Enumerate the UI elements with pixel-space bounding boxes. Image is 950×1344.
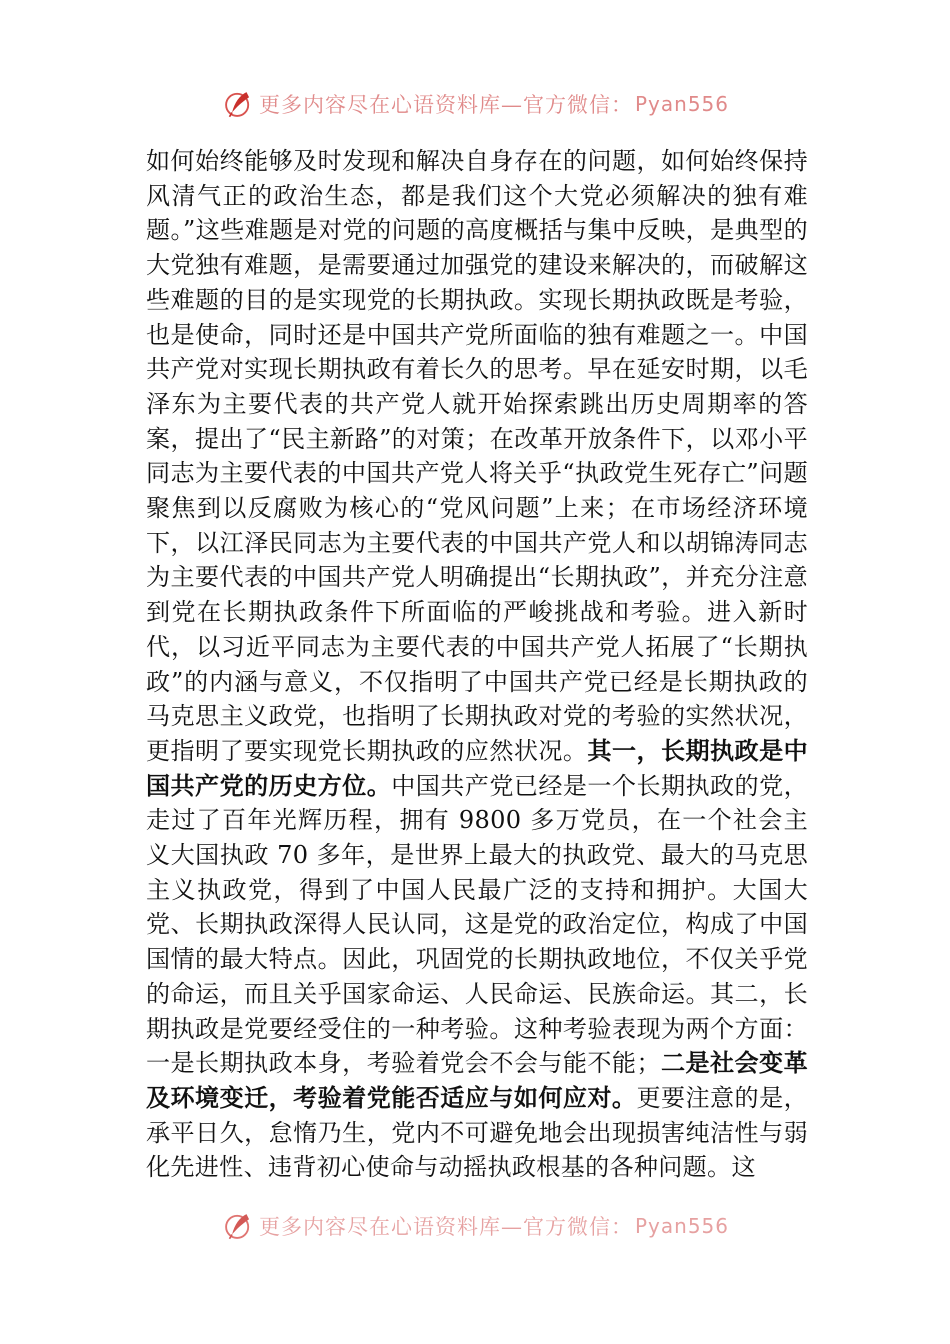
header-watermark — [0, 86, 950, 122]
body-segment-1: 如何始终能够及时发现和解决自身存在的问题，如何始终保持风清气正的政治生态，都是我们这个大党必须解决的独有难题。”这些难题是对党的问题的高度概括与集中反映，是典型的大党独有难题，是需要通过加强党的建设来解决的，而破解这些难题的目的是实现党的长期执政。实现长期执政既是考验，也是使命，同时还是中国共产党所面临的独有难题之一。中国共产党对实现长期执政有着长久的思考。早在延安时期，以毛泽东为主要代表的共产党人就开始探索跳出历史周期率的答案，提出了“民主新路”的对策；在改革开放条件下，以邓小平同志为主要代表的中国共产党人将关乎“执政党生死存亡”问题聚焦到以反腐败为核心的“党风问题”上来；在市场经济环境下，以江泽民同志为主要代表的中国共产党人和以胡锦涛同志为主要代表的中国共产党人明确提出“长期执政”，并充分注意到党在长期执政条件下所面临的严峻挑战和考验。进入新时代，以习近平同志为主要代表的中国共产党人拓展了“长期执政”的内涵与意义，不仅指明了中国共产党已经是长期执政的马克思主义政党，也指明了长期执政对党的考验的实然状况，更指明了要实现党长期执政的应然状况。 — [146, 147, 808, 765]
header-wechat-id: Pyan556 — [634, 92, 729, 116]
header-watermark-text: 更多内容尽在心语资料库—官方微信： — [258, 93, 633, 117]
footer-watermark-text: 更多内容尽在心语资料库—官方微信： — [258, 1215, 633, 1239]
body-segment-3: 更要注意的是，承平日久，怠惰乃生，党内不可避免地会出现损害纯洁性与弱化先进性、违背初心使命与动摇执政根基的各种问题。这 — [146, 1083, 808, 1182]
body-segment-2: 中国共产党已经是一个长期执政的党，走过了百年光辉历程，拥有 9800 多万党员，在一个社会主义大国执政 70 多年，是世界上最大的执政党、最大的马克思主义执政党，得到了中国人民最广泛的支持和拥护。大国大党、长期执政深得人民认同，这是党的政治定位，构成了中国国情的最大特点。因此，巩固党的长期执政地位，不仅关乎党的命运，而且关乎国家命运、人民命运、民族命运。其二，长期执政是党要经受住的一种考验。这种考验表现为两个方面：一是长期执政本身，考验着党会不会与能不能； — [146, 771, 808, 1078]
feather-pen-circle-icon — [221, 1209, 255, 1243]
body-bold-2: 二是社会变革及环境变迁，考验着党能否适应与如何应对。 — [146, 1048, 808, 1112]
body-bold-1: 其一，长期执政是中国共产党的历史方位。 — [146, 735, 809, 800]
footer-watermark — [0, 1208, 950, 1244]
footer-wechat-id: Pyan556 — [634, 1214, 729, 1238]
feather-pen-circle-icon — [221, 87, 255, 121]
document-body — [146, 144, 808, 1185]
